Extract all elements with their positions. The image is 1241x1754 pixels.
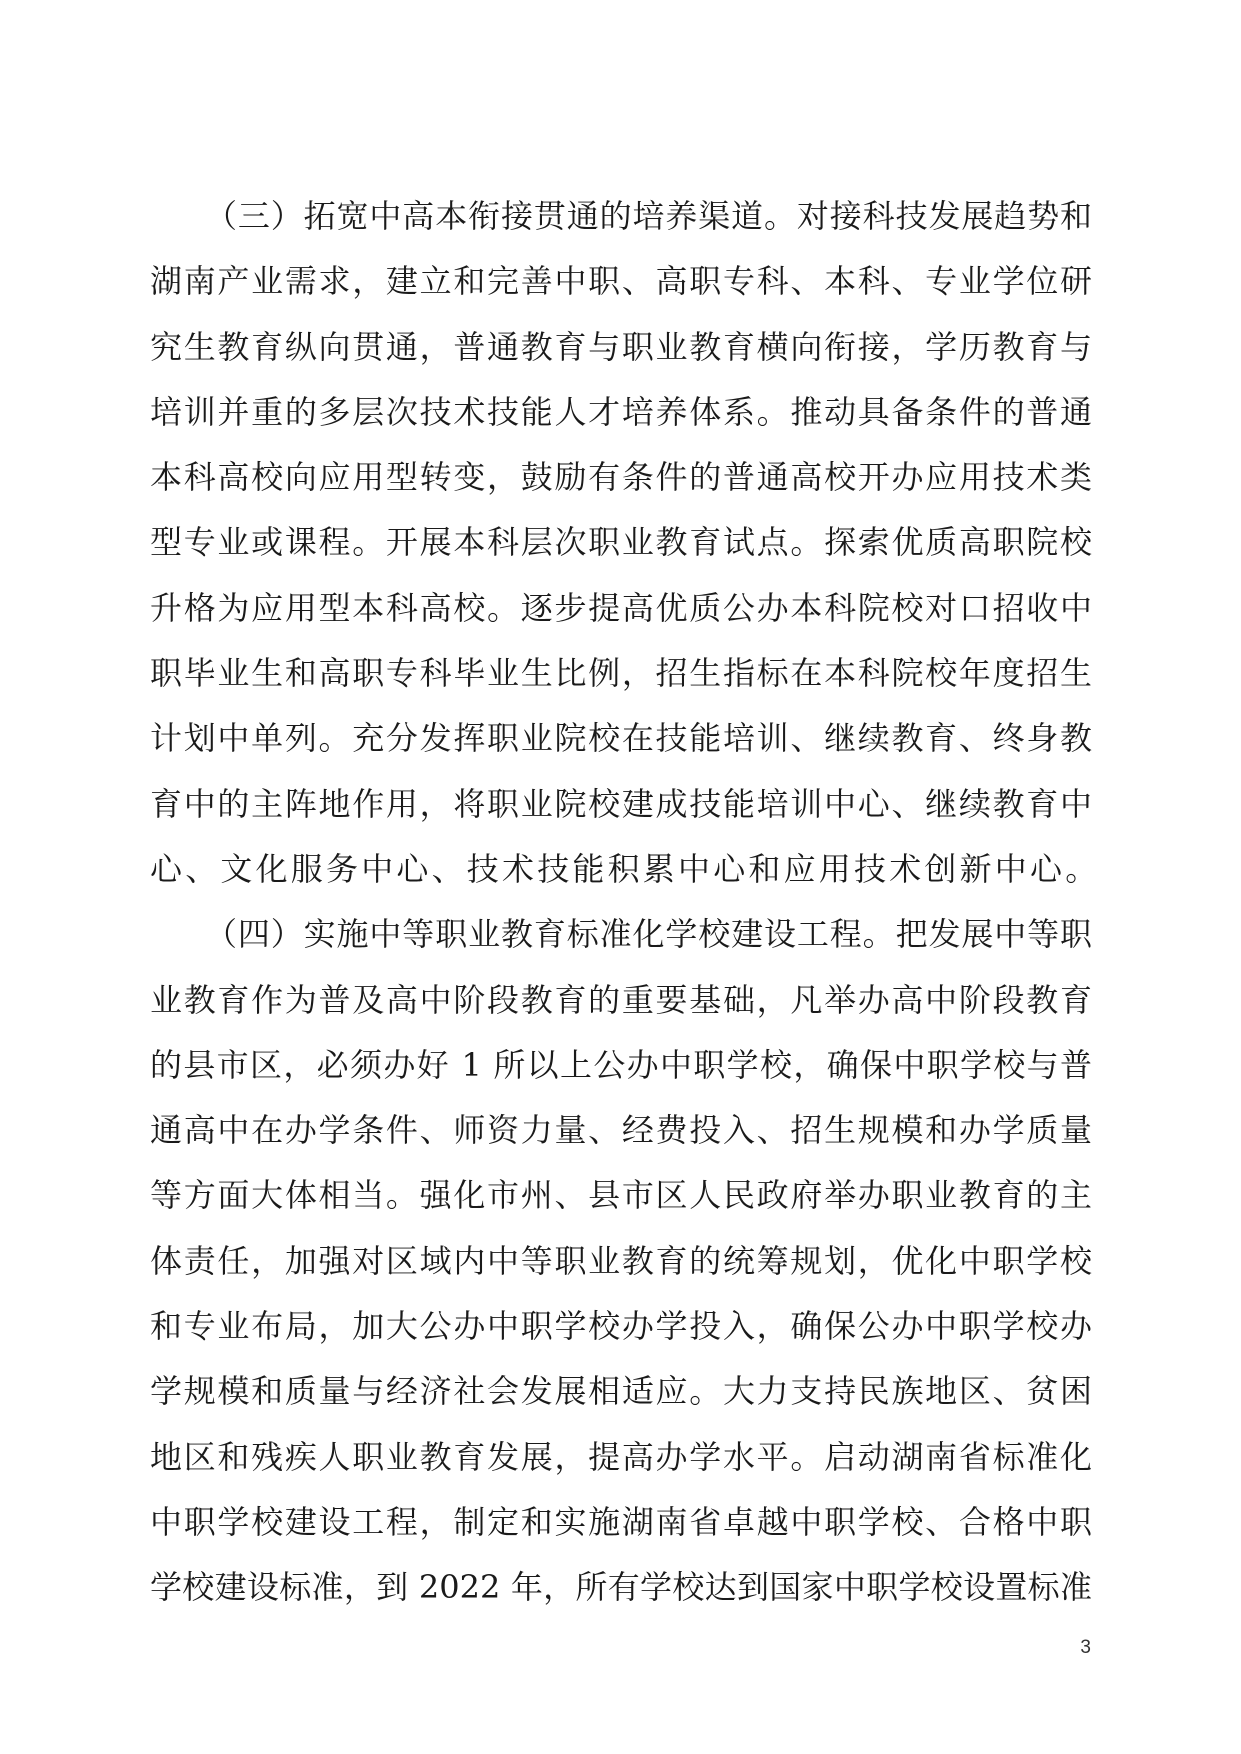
text-line: 育中的主阵地作用，将职业院校建成技能培训中心、继续教育中 (150, 784, 1092, 823)
text-line: （四）实施中等职业教育标准化学校建设工程。把发展中等职 (205, 915, 1092, 954)
text-line: 中职学校建设工程，制定和实施湖南省卓越中职学校、合格中职 (150, 1502, 1092, 1541)
body-text (150, 184, 1101, 1621)
text-line: 湖南产业需求，建立和完善中职、高职专科、本科、专业学位研 (150, 262, 1092, 301)
text-line: 业教育作为普及高中阶段教育的重要基础，凡举办高中阶段教育 (150, 980, 1092, 1019)
text-line: 地区和残疾人职业教育发展，提高办学水平。启动湖南省标准化 (150, 1437, 1092, 1476)
text-line: （三）拓宽中高本衔接贯通的培养渠道。对接科技发展趋势和 (205, 197, 1092, 235)
text-line: 心、文化服务中心、技术技能积累中心和应用技术创新中心。 (150, 849, 1101, 888)
text-line: 型专业或课程。开展本科层次职业教育试点。探索优质高职院校 (150, 523, 1092, 562)
text-line: 体责任，加强对区域内中等职业教育的统筹规划，优化中职学校 (150, 1241, 1092, 1280)
text-line: 学校建设标准，到 2022 年，所有学校达到国家中职学校设置标准 (150, 1568, 1092, 1607)
text-line: 通高中在办学条件、师资力量、经费投入、招生规模和办学质量 (150, 1111, 1092, 1150)
text-line: 学规模和质量与经济社会发展相适应。大力支持民族地区、贫困 (150, 1372, 1092, 1411)
text-line: 等方面大体相当。强化市州、县市区人民政府举办职业教育的主 (150, 1176, 1092, 1215)
text-line: 本科高校向应用型转变，鼓励有条件的普通高校开办应用技术类 (150, 458, 1092, 497)
text-line: 究生教育纵向贯通，普通教育与职业教育横向衔接，学历教育与 (150, 327, 1092, 366)
text-line: 培训并重的多层次技术技能人才培养体系。推动具备条件的普通 (150, 392, 1092, 431)
text-line: 的县市区，必须办好 1 所以上公办中职学校，确保中职学校与普 (150, 1045, 1092, 1084)
text-line: 和专业布局，加大公办中职学校办学投入，确保公办中职学校办 (150, 1307, 1092, 1346)
text-line: 计划中单列。充分发挥职业院校在技能培训、继续教育、终身教 (150, 719, 1092, 758)
text-line: 职毕业生和高职专科毕业生比例，招生指标在本科院校年度招生 (150, 654, 1092, 693)
text-line: 升格为应用型本科高校。逐步提高优质公办本科院校对口招收中 (150, 588, 1092, 627)
page-number: 3 (1080, 1637, 1091, 1658)
